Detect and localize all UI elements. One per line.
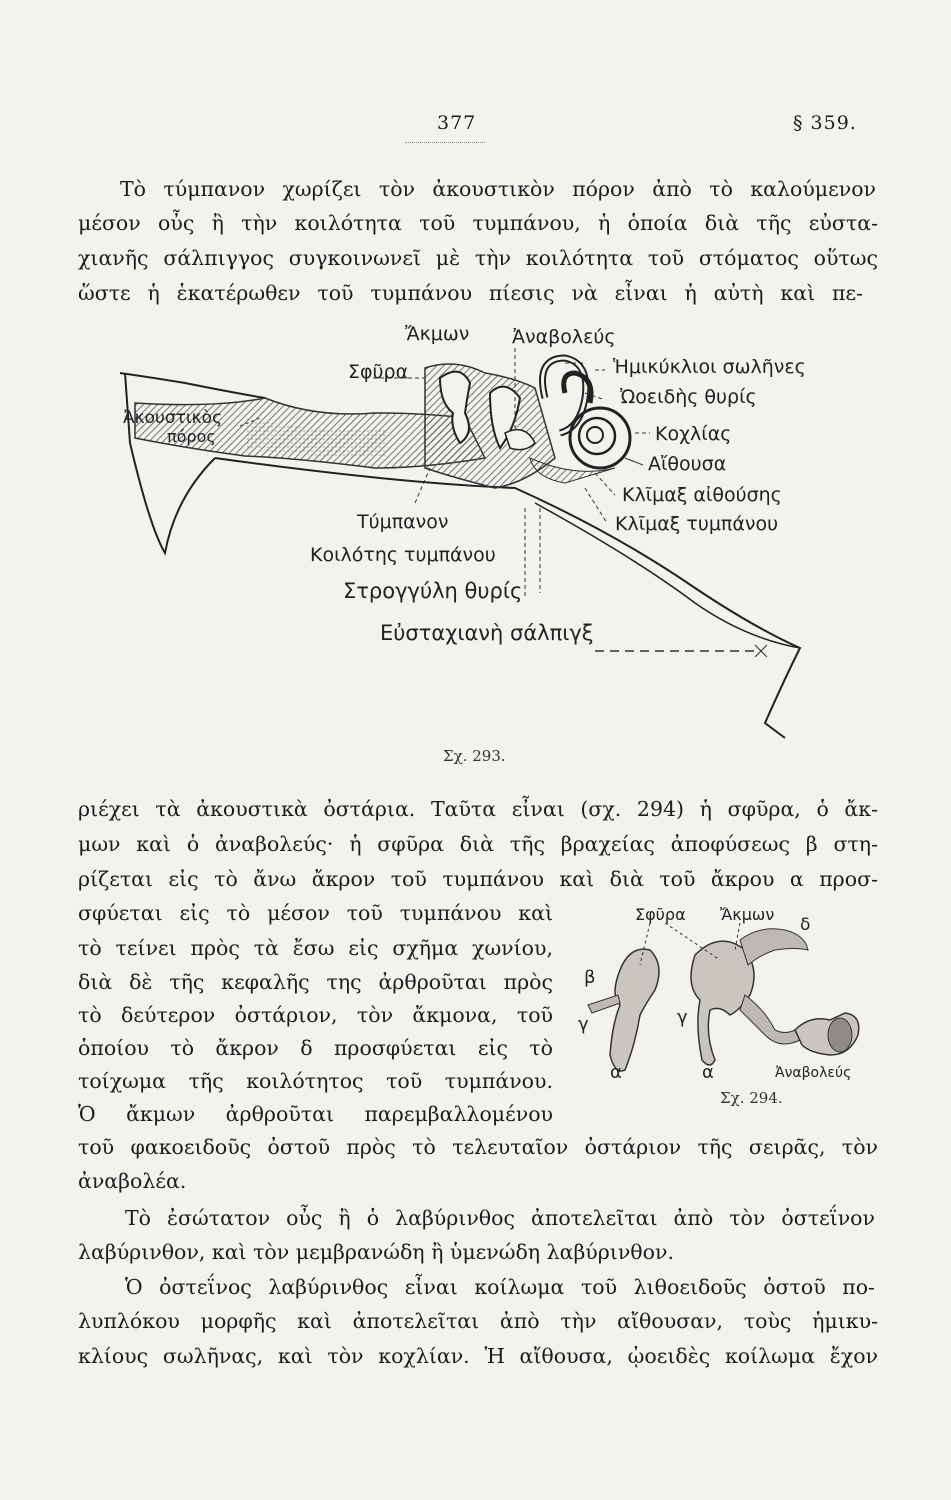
label-semicircular-canals: Ἡμικύκλιοι σωλῆνες xyxy=(613,356,806,378)
label-anavoleus-294: Ἀναβολεύς xyxy=(775,1065,852,1081)
text-line: Τὸ τύμπανον χωρίζει τὸν ἀκουστικὸν πόρον ἀπὸ τὸ καλούμενον xyxy=(120,177,876,201)
text-line: τοίχωμα τῆς κοιλότητος τοῦ τυμπάνου. xyxy=(78,1069,553,1093)
label-ear-canal: Ἀκουστικὸς xyxy=(123,408,223,428)
text-line: λαβύρινθον, καὶ τὸν μεμβρανώδη ἢ ὑμενώδη λαβύρινθον. xyxy=(78,1240,674,1264)
text-line: ρίζεται εἰς τὸ ἄνω ἄκρον τοῦ τυμπάνου καὶ διὰ τοῦ ἄκρου α προσ- xyxy=(78,867,878,891)
label-gamma-1: γ xyxy=(578,1014,589,1035)
label-scala-vestibuli: Κλῖμαξ αἰθούσης xyxy=(622,484,782,506)
label-alpha-2: α xyxy=(702,1062,714,1083)
label-cochlea: Κοχλίας xyxy=(655,423,732,445)
label-sfyra-294: Σφῦρα xyxy=(635,905,686,924)
text-line: τοῦ φακοειδοῦς ὀστοῦ πρὸς τὸ τελευταῖον ὀστάριον τῆς σειρᾶς, τὸν xyxy=(78,1135,878,1159)
label-gamma-2: γ xyxy=(677,1007,688,1028)
section-number: § 359. xyxy=(793,112,857,134)
text-line: ὁποίου τὸ ἄκρον δ προσφύεται εἰς τὸ xyxy=(78,1036,553,1060)
text-line: κλίους σωλῆνας, καὶ τὸν κοχλίαν. Ἡ αἴθουσα, ᾠοειδὲς κοίλωμα ἔχον xyxy=(78,1344,878,1368)
label-delta: δ xyxy=(800,915,811,935)
label-vestibule: Αἴθουσα xyxy=(648,453,727,475)
text-line: λυπλόκου μορφῆς καὶ ἀποτελεῖται ἀπὸ τὴν αἴθουσαν, τοὺς ἡμικυ- xyxy=(78,1309,878,1333)
text-line: μων καὶ ὁ ἀναβολεύς· ἡ σφῦρα διὰ τῆς βραχείας ἀποφύσεως β στη- xyxy=(78,832,878,856)
text-line: διὰ δὲ τῆς κεφαλῆς της ἀρθροῦται πρὸς xyxy=(78,970,553,994)
ossicles-figure xyxy=(570,895,870,1115)
label-alpha-1: α xyxy=(610,1062,622,1083)
label-akmon: Ἄκμων xyxy=(405,323,470,345)
text-line: μέσον οὖς ἢ τὴν κοιλότητα τοῦ τυμπάνου, ἡ ὁποία διὰ τῆς εὐστα- xyxy=(78,211,878,235)
figure-294-caption: Σχ. 294. xyxy=(720,1089,783,1107)
label-scala-tympani: Κλῖμαξ τυμπάνου xyxy=(615,513,779,535)
text-line: τὸ τείνει πρὸς τὰ ἔσω εἰς σχῆμα χωνίου, xyxy=(78,936,553,960)
label-beta: β xyxy=(584,967,596,988)
page-header xyxy=(0,112,951,142)
text-line: Ὁ ἄκμων ἀρθροῦται παρεμβαλλομένου xyxy=(78,1102,553,1126)
semicircular-canal xyxy=(543,358,586,433)
text-line: ἀναβολέα. xyxy=(78,1169,187,1193)
ear-anatomy-figure xyxy=(95,318,815,768)
label-anavoleus: Ἀναβολεύς xyxy=(512,326,616,348)
label-oval-window: Ὠοειδὴς θυρίς xyxy=(620,386,757,408)
label-ear-canal-2: πόρος xyxy=(167,427,216,446)
text-line: σφύεται εἰς τὸ μέσον τοῦ τυμπάνου καὶ xyxy=(78,901,553,925)
text-line: τὸ δεύτερον ὀστάριον, τὸν ἄκμονα, τοῦ xyxy=(78,1003,553,1027)
label-akmon-294: Ἄκμων xyxy=(720,905,775,924)
text-line: χιανῆς σάλπιγγος συγκοινωνεῖ μὲ τὴν κοιλότητα τοῦ στόματος οὕτως xyxy=(78,246,878,270)
label-round-window: Στρογγύλη θυρίς xyxy=(343,579,523,603)
figure-293-caption: Σχ. 293. xyxy=(443,747,506,765)
text-line: Ὁ ὀστεΐνος λαβύρινθος εἶναι κοίλωμα τοῦ λιθοειδοῦς ὀστοῦ πο- xyxy=(125,1275,875,1299)
malleus-drawing xyxy=(610,949,659,1071)
text-line: ὥστε ἡ ἑκατέρωθεν τοῦ τυμπάνου πίεσις νὰ εἶναι ἡ αὐτὴ καὶ πε- xyxy=(78,281,863,305)
page-number: 377 xyxy=(437,112,477,134)
header-rule xyxy=(405,142,485,143)
outer-ear-top-line xyxy=(120,373,265,398)
label-tympanum: Τύμπανον xyxy=(357,511,449,533)
outer-ear-outline xyxy=(125,373,215,553)
text-line: ριέχει τὰ ἀκουστικὰ ὀστάρια. Ταῦτα εἶναι (σχ. 294) ἡ σφῦρα, ὁ ἄκ- xyxy=(78,797,878,821)
label-tympanic-cavity: Κοιλότης τυμπάνου xyxy=(310,544,496,566)
label-sfyra: Σφῦρα xyxy=(348,361,409,383)
label-eustachian-tube: Εὐσταχιανὴ σάλπιγξ xyxy=(380,621,594,645)
text-line: Τὸ ἐσώτατον οὖς ἢ ὁ λαβύρινθος ἀποτελεῖται ἀπὸ τὸν ὀστεΐνον xyxy=(125,1206,875,1230)
